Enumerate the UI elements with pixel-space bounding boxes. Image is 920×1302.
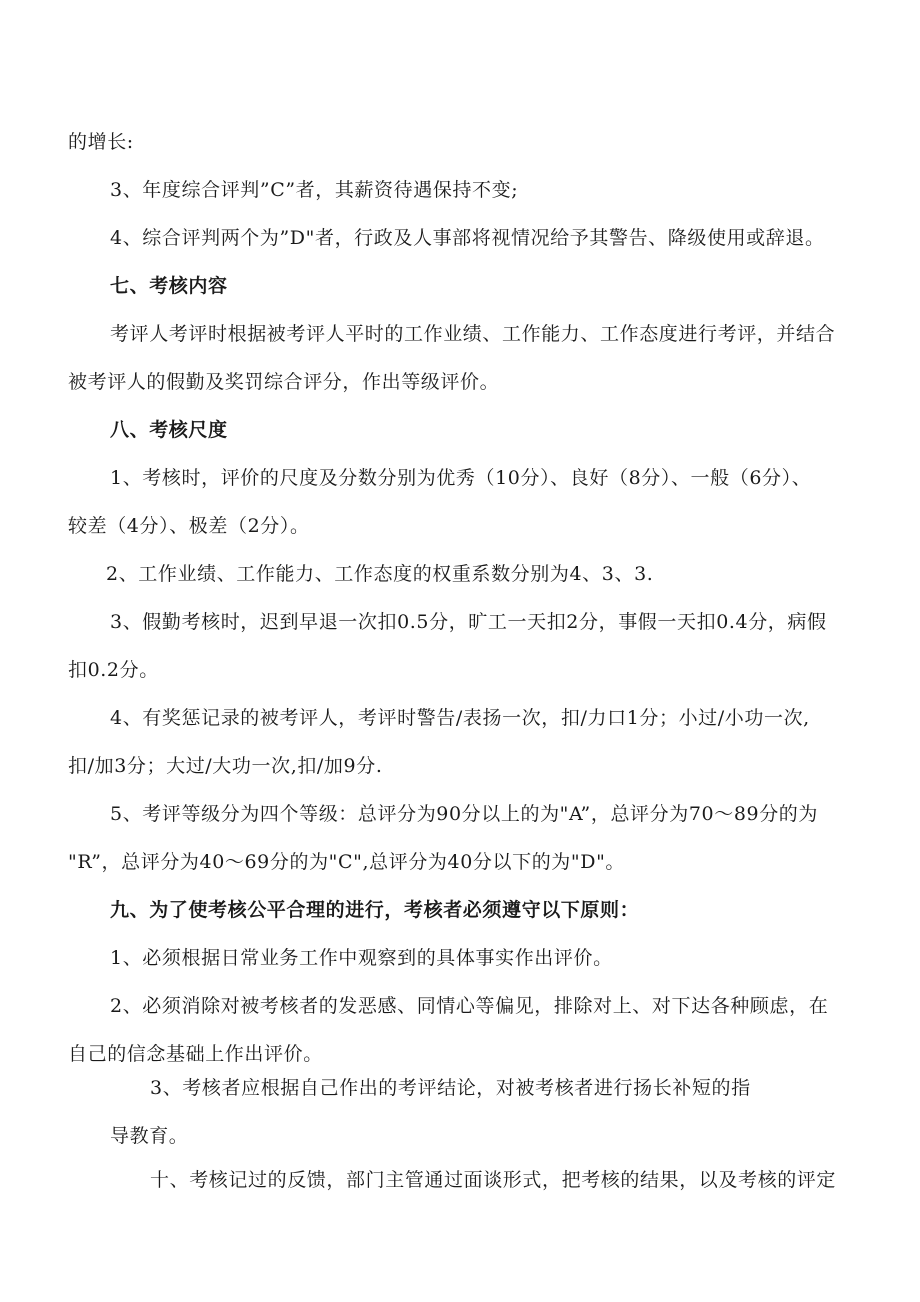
list-item: 5、考评等级分为四个等级：总评分为90分以上的为"A”，总评分为70～89分的为: [110, 803, 819, 825]
text-line: 自己的信念基础上作出评价。: [68, 1043, 323, 1065]
text-line: 的增长:: [68, 131, 134, 153]
list-item: 4、综合评判两个为”D"者，行政及人事部将视情况给予其警告、降级使用或辞退。: [110, 227, 825, 249]
text-line: 被考评人的假勤及奖罚综合评分，作出等级评价。: [68, 371, 500, 393]
list-item: 2、必须消除对被考核者的发恶感、同情心等偏见，排除对上、对下达各种顾虑，在: [110, 995, 829, 1017]
text-line: 考评人考评时根据被考评人平时的工作业绩、工作能力、工作态度进行考评，并结合: [110, 323, 836, 345]
list-item: 3、考核者应根据自己作出的考评结论，对被考核者进行扬长补短的指: [150, 1077, 751, 1099]
list-item: 3、年度综合评判”C”者，其薪资待遇保持不变;: [110, 179, 519, 201]
text-line: 扣0.2分。: [68, 659, 159, 681]
section-heading: 九、为了使考核公平合理的进行，考核者必须遵守以下原则：: [110, 899, 640, 921]
section-heading: 七、考核内容: [110, 275, 228, 297]
section-heading: 十、考核记过的反馈，部门主管通过面谈形式，把考核的结果，以及考核的评定: [150, 1169, 837, 1191]
list-item: 4、有奖惩记录的被考评人，考评时警告/表扬一次，扣/力口1分；小过/小功一次,: [110, 707, 810, 729]
list-item: 3、假勤考核时，迟到早退一次扣0.5分，旷工一天扣2分，事假一天扣0.4分，病假: [110, 611, 827, 633]
text-line: 导教育。: [110, 1125, 189, 1147]
list-item: 1、必须根据日常业务工作中观察到的具体事实作出评价。: [110, 947, 613, 969]
list-item: 1、考核时，评价的尺度及分数分别为优秀（10分）、良好（8分）、一般（6分）、: [110, 467, 812, 489]
text-line: "R”，总评分为40～69分的为"C",总评分为40分以下的为"D"。: [68, 851, 626, 873]
text-line: 扣/加3分；大过/大功一次,扣/加9分.: [68, 755, 383, 777]
list-item: 2、工作业绩、工作能力、工作态度的权重系数分别为4、3、3.: [106, 563, 654, 585]
text-line: 较差（4分）、极差（2分）。: [68, 515, 310, 537]
section-heading: 八、考核尺度: [110, 419, 228, 441]
